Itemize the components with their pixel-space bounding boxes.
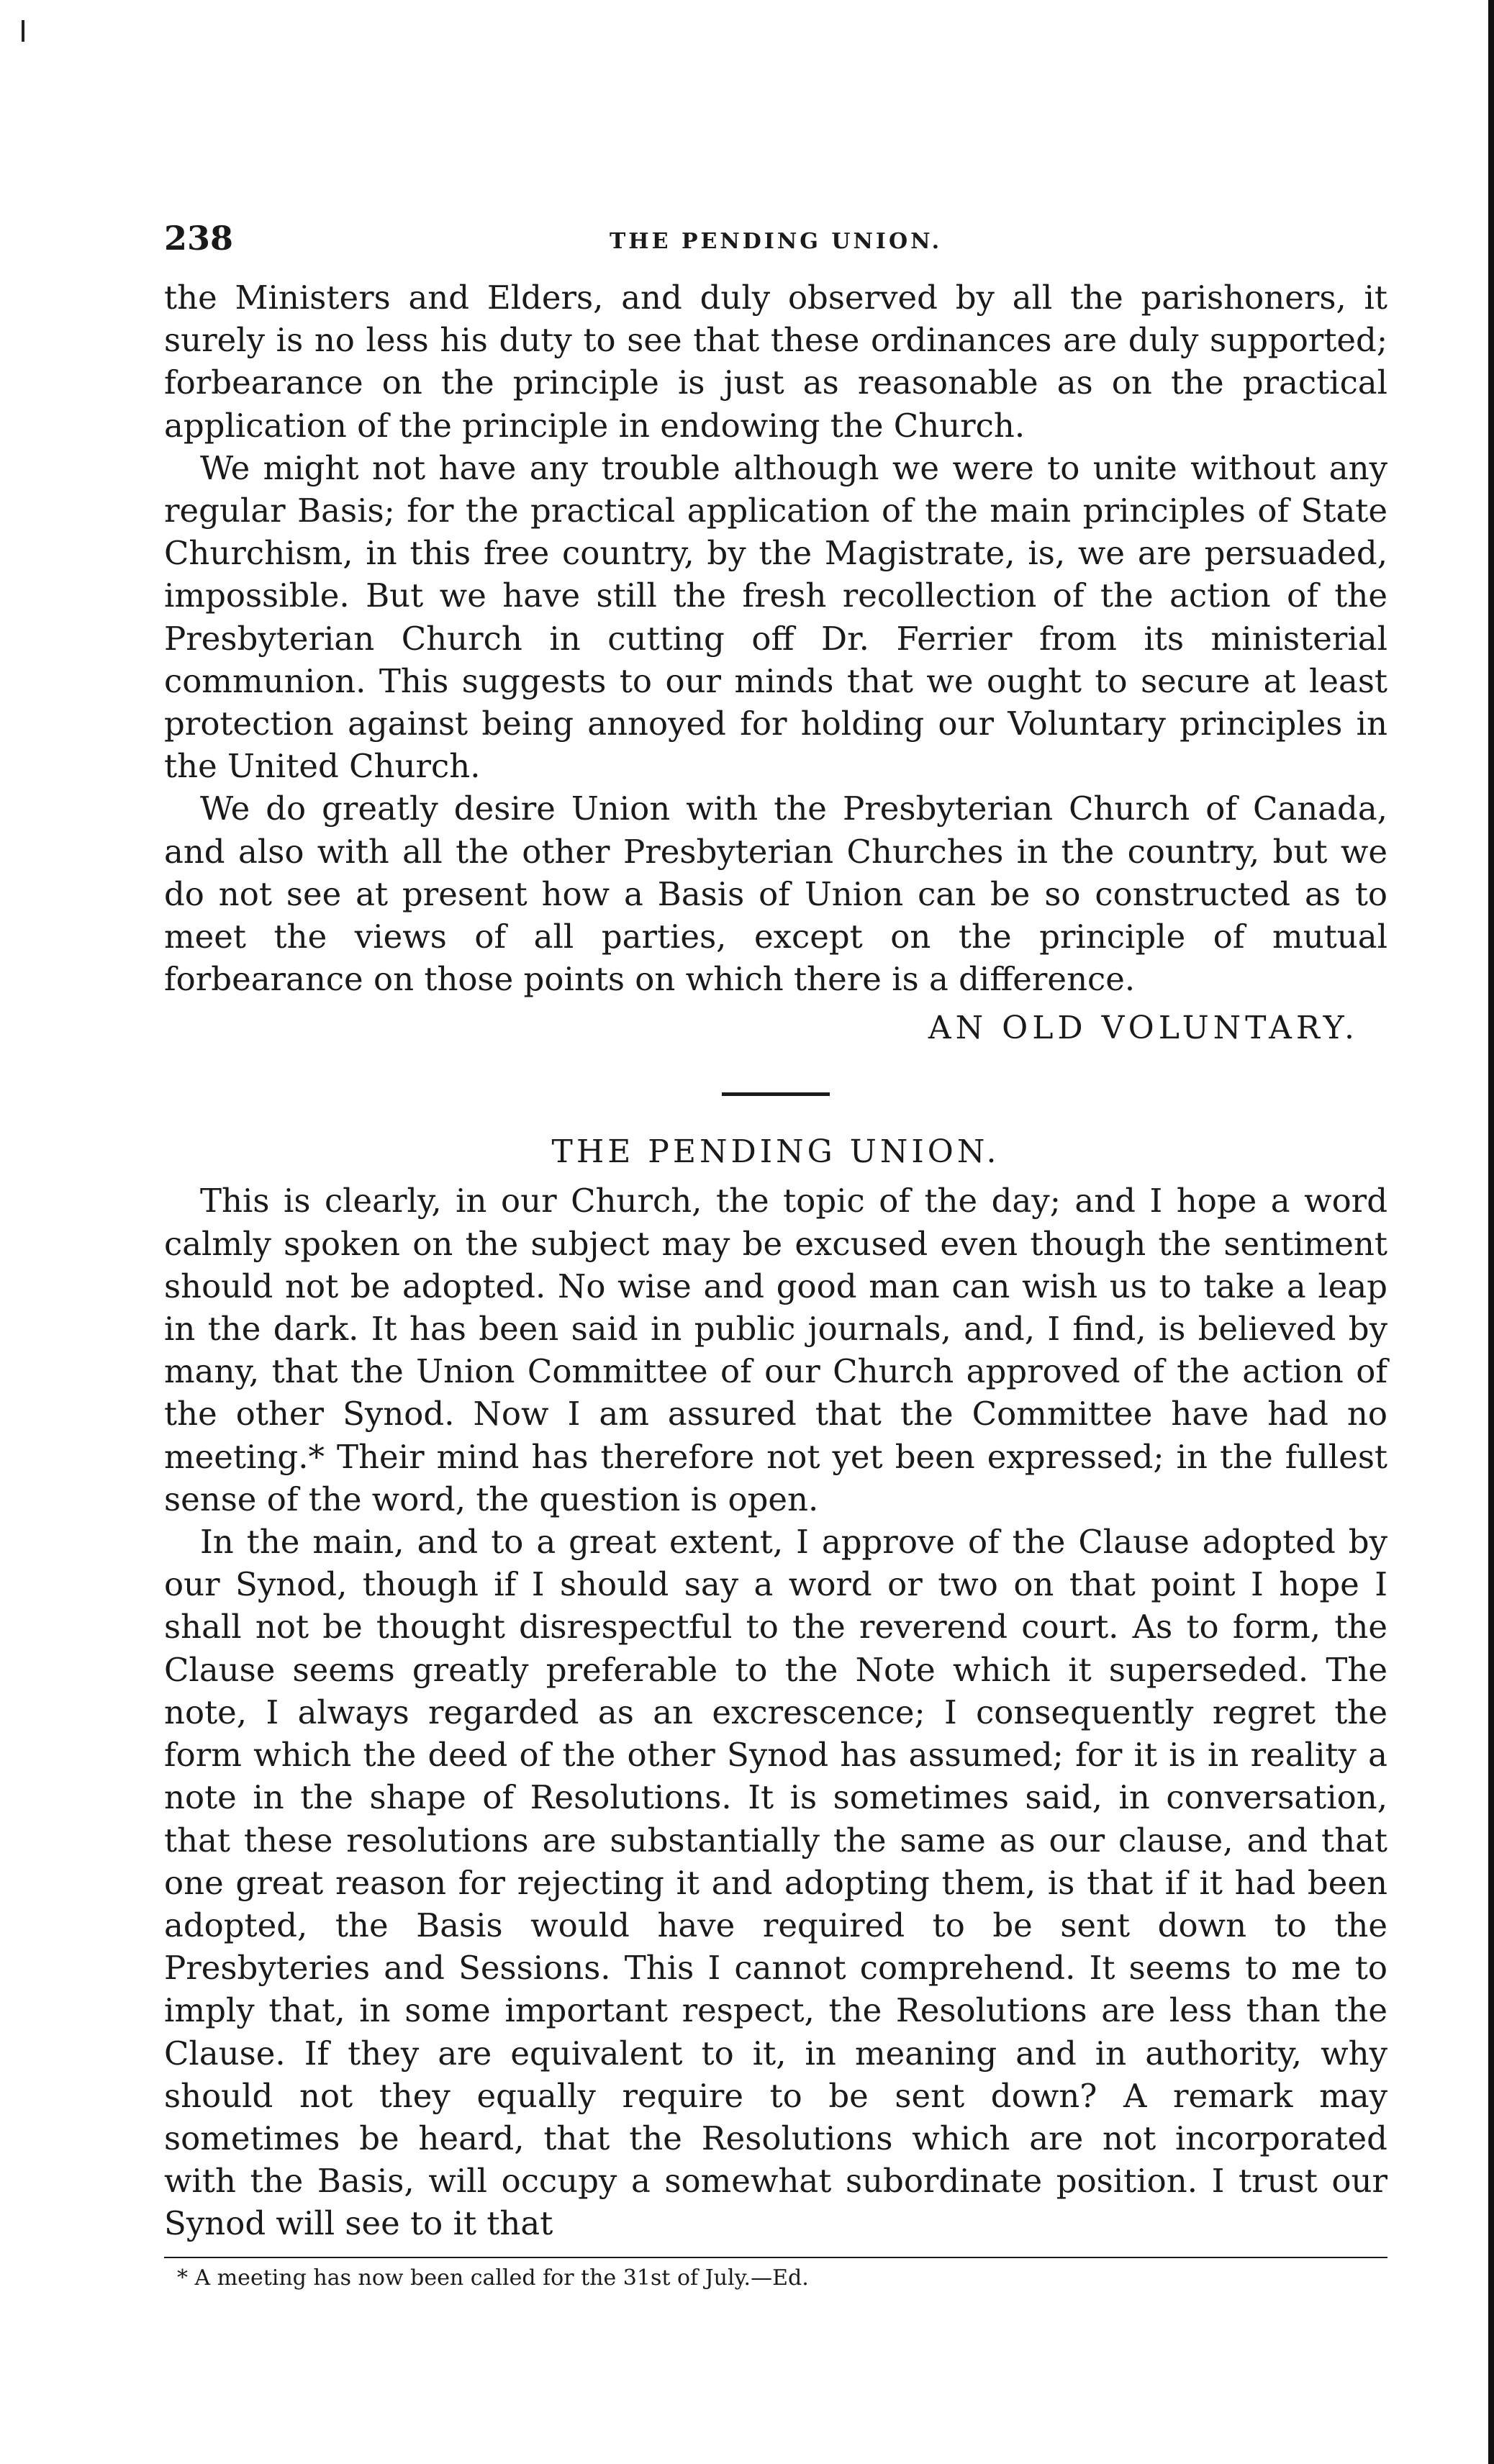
footnote: * A meeting has now been called for the 31st of July.—Ed. (177, 2265, 809, 2291)
previous-article (164, 276, 1387, 1054)
running-head (164, 216, 1387, 266)
article (164, 1131, 1387, 2245)
author-signature: AN OLD VOLUNTARY. (928, 1010, 1359, 1047)
book-page (164, 216, 1387, 2294)
paragraph: We do greatly desire Union with the Presbyterian Church of Canada, and also with all the other Presbyterian Churches in the country, but we do not see at present how a Basis of Union can be so constructed as to meet the views of all parties, except on the principle of mutual forbearance on those points on which there is a difference. (164, 789, 1387, 999)
paragraph: This is clearly, in our Church, the topic of the day; and I hope a word calmly spoken on the subject may be excused even though the sentiment should not be adopted. No wise and good man can wish us to take a leap in the dark. It has been said in public journals, and, I find, is believed by many, that the Union Committee of our Church approved of the action of the other Synod. Now I am assured that the Committee have had no meeting.* Their mind has therefore not yet been expressed; in the fullest sense of the word, the question is open. (164, 1182, 1387, 1518)
article-title: THE PENDING UNION. (551, 1133, 1000, 1171)
paragraph: the Ministers and Elders, and duly observed by all the parishoners, it surely is no less his duty to see that these ordinances are duly supported; forbearance on the principle is just as reasonable as on the practical application of the principle in endowing the Church. (164, 278, 1387, 445)
running-title: THE PENDING UNION. (609, 229, 943, 254)
footnote-divider (164, 2257, 1387, 2258)
paragraph: We might not have any trouble although we were to unite without any regular Basis; for the practical application of the main principles of State Churchism, in this free country, by the Magistrate, is, we are persuaded, impossible. But we have still the fresh recollection of the action of the Presbyterian Church in cutting off Dr. Ferrier from its ministerial communion. This suggests to our minds that we ought to secure at least protection against being annoyed for holding our Voluntary principles in the United Church. (164, 448, 1387, 786)
section-divider (722, 1092, 830, 1096)
page-number: 238 (164, 219, 234, 258)
paragraph: In the main, and to a great extent, I approve of the Clause adopted by our Synod, though if I should say a word or two on that point I hope I shall not be thought disrespectful to the reverend court. As to form, the Clause seems greatly preferable to the Note which it superseded. The note, I always regarded as an excrescence; I consequently regret the form which the deed of the other Synod has assumed; for it is in reality a note in the shape of Resolutions. It is sometimes said, in conversation, that these resolutions are substantially the same as our clause, and that one great reason for rejecting it and adopting them, is that if it had been adopted, the Basis would have required to be sent down to the Presbyteries and Sessions. This I cannot comprehend. It seems to me to imply that, in some important respect, the Resolutions are less than the Clause. If they are equivalent to it, in meaning and in authority, why should not they equally require to be sent down? A remark may sometimes be heard, that the Resolutions which are not incorporated with the Basis, will occupy a somewhat subordinate position. I trust our Synod will see to it that (164, 1523, 1387, 2243)
scan-binding-edge (1488, 0, 1494, 2464)
scan-edge-mark (22, 20, 24, 42)
